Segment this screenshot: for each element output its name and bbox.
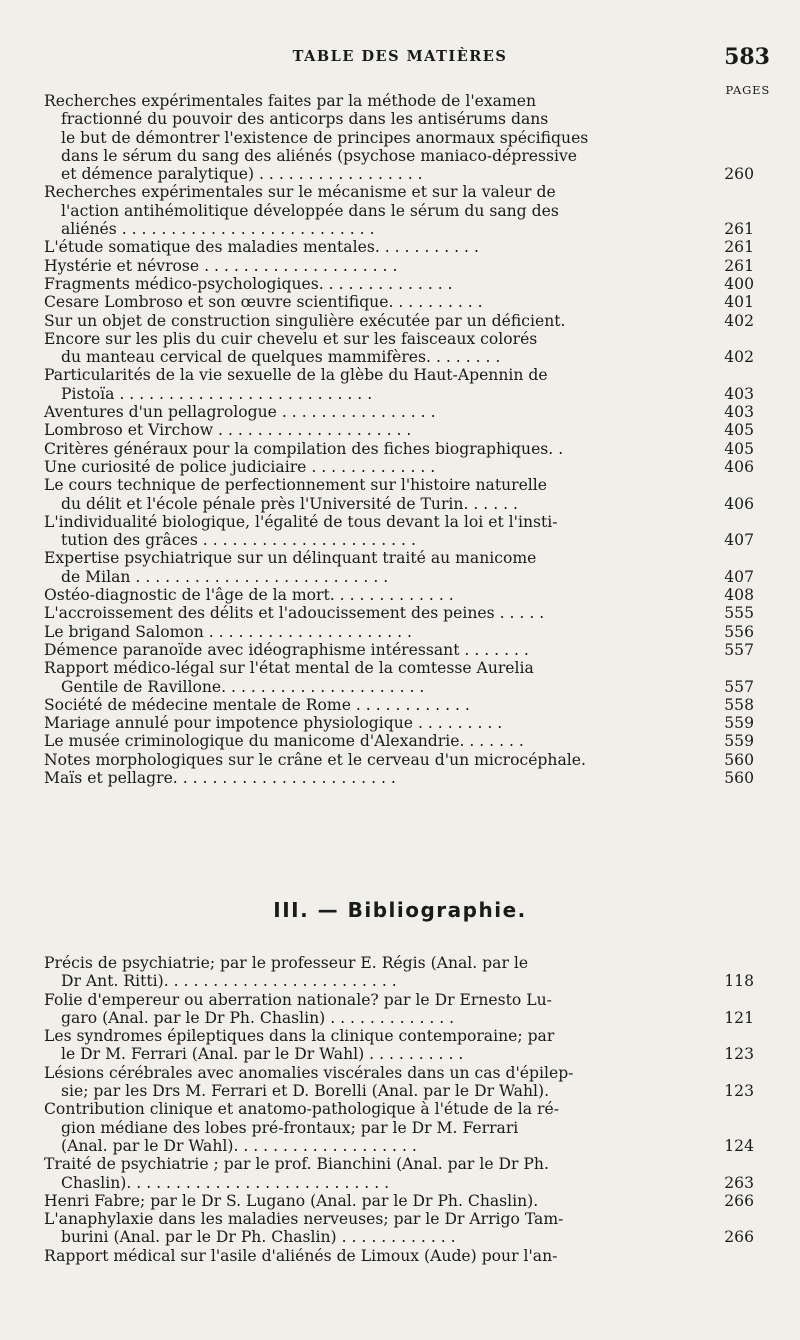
toc-entry	[44, 604, 754, 622]
toc-entry-line: de Milan . . . . . . . . . . . . . . . . . . . . . . . . . .	[61, 567, 389, 586]
toc-entry	[44, 751, 754, 769]
toc-entry-title	[44, 659, 684, 696]
toc-entry	[44, 312, 754, 330]
toc-entry-title	[44, 513, 684, 550]
toc-entry-line: Une curiosité de police judiciaire . . . . . . . . . . . . .	[44, 457, 436, 476]
toc-entry-title	[44, 476, 684, 513]
toc-entry-line: Lombroso et Virchow . . . . . . . . . . . . . . . . . . . .	[44, 421, 412, 440]
toc-entry-line: Notes morphologiques sur le crâne et le cerveau d'un microcéphale.	[44, 750, 586, 769]
toc-entry-title	[44, 641, 684, 659]
toc-list-bibliography	[44, 954, 754, 1265]
toc-entry-line: Lésions cérébrales avec anomalies viscérales dans un cas d'épilep-	[44, 1063, 574, 1082]
toc-entry-title	[44, 1210, 684, 1247]
toc-entry-title	[44, 238, 684, 256]
toc-entry-title	[44, 440, 684, 458]
toc-entry-line: sie; par les Drs M. Ferrari et D. Borelli (Anal. par le Dr Wahl).	[61, 1082, 550, 1101]
toc-entry	[44, 623, 754, 641]
toc-entry	[44, 1247, 754, 1265]
toc-entry	[44, 586, 754, 604]
toc-entry-line: l'action antihémolitique développée dans le sérum du sang des	[61, 201, 559, 220]
toc-entry-line: Chaslin). . . . . . . . . . . . . . . . . . . . . . . . . . .	[61, 1173, 390, 1192]
toc-entry-title	[44, 421, 684, 439]
toc-entry-line: du manteau cervical de quelques mammifères. . . . . . . .	[61, 348, 501, 367]
toc-entry-title	[44, 714, 684, 732]
toc-entry-title	[44, 458, 684, 476]
toc-entry	[44, 954, 754, 991]
toc-entry	[44, 293, 754, 311]
toc-entry-line: Maïs et pellagre. . . . . . . . . . . . . . . . . . . . . . .	[44, 768, 396, 787]
toc-entry-line: Critères généraux pour la compilation des fiches biographiques. .	[44, 439, 564, 458]
toc-entry	[44, 421, 754, 439]
toc-entry-title	[44, 732, 684, 750]
toc-entry-line: Sur un objet de construction singulière exécutée par un déficient.	[44, 311, 566, 330]
toc-entry-line: Henri Fabre; par le Dr S. Lugano (Anal. par le Dr Ph. Chaslin).	[44, 1191, 539, 1210]
toc-entry-line: fractionné du pouvoir des anticorps dans les antisérums dans	[61, 110, 549, 129]
toc-entry-page: 407	[724, 531, 754, 550]
toc-entry-title	[44, 991, 684, 1028]
toc-entry-line: Recherches expérimentales sur le mécanisme et sur la valeur de	[44, 183, 556, 202]
toc-entry	[44, 991, 754, 1028]
toc-entry-line: burini (Anal. par le Dr Ph. Chaslin) . . . . . . . . . . . .	[61, 1228, 456, 1247]
toc-entry-title	[44, 954, 684, 991]
toc-entry-line: le Dr M. Ferrari (Anal. par le Dr Wahl) . . . . . . . . . .	[61, 1045, 464, 1064]
toc-entry	[44, 641, 754, 659]
toc-entry-line: Précis de psychiatrie; par le professeur E. Régis (Anal. par le	[44, 954, 529, 972]
toc-entry-page: 261	[724, 220, 754, 239]
toc-entry-title	[44, 403, 684, 421]
toc-entry-line: Dr Ant. Ritti). . . . . . . . . . . . . . . . . . . . . . . .	[61, 972, 397, 991]
toc-entry	[44, 403, 754, 421]
toc-entry-page: 402	[724, 311, 754, 330]
toc-entry-title	[44, 1155, 684, 1192]
toc-entry-page: 124	[724, 1136, 754, 1155]
toc-entry-page: 401	[724, 293, 754, 312]
toc-entry-title	[44, 312, 684, 330]
toc-entry-line: Aventures d'un pellagrologue . . . . . . . . . . . . . . . .	[44, 403, 436, 422]
pages-column-label: PAGES	[725, 83, 770, 97]
toc-entry	[44, 476, 754, 513]
toc-entry-page: 559	[724, 714, 754, 733]
toc-entry-line: Traité de psychiatrie ; par le prof. Bianchini (Anal. par le Dr Ph.	[44, 1155, 549, 1174]
toc-entry-title	[44, 1064, 684, 1101]
toc-entry	[44, 1027, 754, 1064]
toc-entry-page: 558	[724, 695, 754, 714]
toc-entry-line: Rapport médical sur l'asile d'aliénés de Limoux (Aude) pour l'an-	[44, 1246, 558, 1265]
toc-entry-line: Particularités de la vie sexuelle de la glèbe du Haut-Apennin de	[44, 366, 548, 385]
toc-entry-line: et démence paralytique) . . . . . . . . . . . . . . . . .	[61, 165, 423, 184]
toc-entry-line: du délit et l'école pénale près l'Université de Turin. . . . . .	[61, 494, 518, 513]
toc-entry-title	[44, 751, 684, 769]
toc-entry-line: Hystérie et névrose . . . . . . . . . . . . . . . . . . . .	[44, 256, 398, 275]
toc-entry-line: aliénés . . . . . . . . . . . . . . . . . . . . . . . . . .	[61, 220, 375, 239]
toc-entry	[44, 696, 754, 714]
toc-entry-line: Ostéo-diagnostic de l'âge de la mort. . . . . . . . . . . . .	[44, 586, 454, 605]
toc-entry-page: 408	[724, 586, 754, 605]
toc-entry	[44, 1100, 754, 1155]
toc-entry-line: Société de médecine mentale de Rome . . . . . . . . . . . .	[44, 695, 470, 714]
toc-entry-page: 260	[724, 165, 754, 184]
toc-entry-title	[44, 604, 684, 622]
toc-entry-title	[44, 769, 684, 787]
toc-entry-line: tution des grâces . . . . . . . . . . . . . . . . . . . . . .	[61, 531, 416, 550]
toc-entry-line: dans le sérum du sang des aliénés (psychose maniaco-dépressive	[61, 146, 578, 165]
running-title: TABLE DES MATIÈRES	[292, 48, 508, 65]
toc-entry-line: Pistoïa . . . . . . . . . . . . . . . . . . . . . . . . . .	[61, 384, 373, 403]
toc-entry-page: 261	[724, 256, 754, 275]
toc-entry-line: Rapport médico-légal sur l'état mental de la comtesse Aurelia	[44, 659, 534, 678]
toc-entry-line: Folie d'empereur ou aberration nationale? par le Dr Ernesto Lu-	[44, 990, 552, 1009]
toc-entry-page: 557	[724, 640, 754, 659]
toc-entry	[44, 275, 754, 293]
toc-entry-title	[44, 1027, 684, 1064]
toc-entry	[44, 440, 754, 458]
toc-entry-line: L'accroissement des délits et l'adoucissement des peines . . . . .	[44, 604, 545, 623]
toc-entry-page: 406	[724, 457, 754, 476]
toc-entry	[44, 238, 754, 256]
toc-entry	[44, 1155, 754, 1192]
toc-list-main	[44, 92, 754, 787]
toc-entry-page: 406	[724, 494, 754, 513]
toc-entry-page: 403	[724, 384, 754, 403]
toc-entry-page: 263	[724, 1173, 754, 1192]
toc-entry-page: 559	[724, 732, 754, 751]
toc-entry	[44, 769, 754, 787]
toc-entry-line: (Anal. par le Dr Wahl). . . . . . . . . . . . . . . . . . .	[61, 1136, 417, 1155]
toc-entry-title	[44, 549, 684, 586]
toc-entry-page: 266	[724, 1228, 754, 1247]
toc-entry-line: L'individualité biologique, l'égalité de tous devant la loi et l'insti-	[44, 512, 558, 531]
toc-entry	[44, 257, 754, 275]
toc-entry-line: Démence paranoïde avec idéographisme intéressant . . . . . . .	[44, 640, 529, 659]
toc-entry-line: Encore sur les plis du cuir chevelu et sur les faisceaux colorés	[44, 329, 538, 348]
toc-entry-title	[44, 330, 684, 367]
toc-entry-title	[44, 623, 684, 641]
toc-entry-line: Contribution clinique et anatomo-pathologique à l'étude de la ré-	[44, 1100, 559, 1119]
toc-entry-page: 407	[724, 567, 754, 586]
toc-entry-page: 560	[724, 750, 754, 769]
toc-entry-title	[44, 257, 684, 275]
toc-entry-page: 557	[724, 677, 754, 696]
toc-entry-page: 405	[724, 439, 754, 458]
toc-entry	[44, 1192, 754, 1210]
toc-entry-line: gion médiane des lobes pré-frontaux; par le Dr M. Ferrari	[61, 1118, 519, 1137]
toc-entry-page: 261	[724, 238, 754, 257]
toc-entry-line: Cesare Lombroso et son œuvre scientifique. . . . . . . . . .	[44, 293, 483, 312]
toc-entry-line: L'étude somatique des maladies mentales. . . . . . . . . . .	[44, 238, 479, 257]
toc-entry-title	[44, 586, 684, 604]
toc-entry-line: L'anaphylaxie dans les maladies nerveuses; par le Dr Arrigo Tam-	[44, 1210, 564, 1229]
toc-entry-page: 405	[724, 421, 754, 440]
toc-entry-title	[44, 366, 684, 403]
toc-entry	[44, 1064, 754, 1101]
toc-entry-line: Le cours technique de perfectionnement sur l'histoire naturelle	[44, 476, 548, 495]
toc-entry	[44, 513, 754, 550]
toc-entry-line: Recherches expérimentales faites par la méthode de l'examen	[44, 92, 537, 110]
toc-entry-line: Le brigand Salomon . . . . . . . . . . . . . . . . . . . . .	[44, 622, 412, 641]
toc-entry-title	[44, 183, 684, 238]
toc-entry-line: garo (Anal. par le Dr Ph. Chaslin) . . . . . . . . . . . . .	[61, 1008, 455, 1027]
toc-entry-title	[44, 1247, 684, 1265]
toc-entry-page: 560	[724, 768, 754, 787]
toc-entry	[44, 1210, 754, 1247]
toc-entry	[44, 458, 754, 476]
toc-entry-page: 400	[724, 274, 754, 293]
toc-entry-line: le but de démontrer l'existence de principes anormaux spécifiques	[61, 128, 589, 147]
running-head	[0, 44, 800, 74]
toc-entry-line: Le musée criminologique du manicome d'Alexandrie. . . . . . .	[44, 732, 524, 751]
toc-entry	[44, 366, 754, 403]
page-number: 583	[724, 44, 770, 70]
toc-entry	[44, 549, 754, 586]
toc-entry-page: 123	[724, 1082, 754, 1101]
toc-entry	[44, 732, 754, 750]
toc-entry-line: Fragments médico-psychologiques. . . . . . . . . . . . . .	[44, 274, 453, 293]
toc-entry-title	[44, 275, 684, 293]
toc-entry-page: 266	[724, 1191, 754, 1210]
section-heading: III. — Bibliographie.	[273, 898, 527, 922]
toc-entry-title	[44, 92, 684, 183]
toc-entry-line: Expertise psychiatrique sur un délinquant traité au manicome	[44, 549, 537, 568]
toc-entry-title	[44, 696, 684, 714]
toc-entry-page: 123	[724, 1045, 754, 1064]
toc-entry	[44, 92, 754, 183]
toc-entry-title	[44, 1192, 684, 1210]
toc-entry	[44, 183, 754, 238]
toc-entry-title	[44, 293, 684, 311]
toc-entry-page: 121	[724, 1008, 754, 1027]
toc-entry-page: 403	[724, 403, 754, 422]
toc-entry-page: 555	[724, 604, 754, 623]
toc-entry-page: 118	[724, 972, 754, 991]
toc-entry	[44, 714, 754, 732]
toc-entry-title	[44, 1100, 684, 1155]
toc-entry-page: 556	[724, 622, 754, 641]
toc-entry	[44, 659, 754, 696]
toc-entry-line: Mariage annulé pour impotence physiologique . . . . . . . . .	[44, 714, 503, 733]
toc-entry-page: 402	[724, 348, 754, 367]
toc-entry-line: Les syndromes épileptiques dans la clinique contemporaine; par	[44, 1027, 555, 1046]
toc-entry	[44, 330, 754, 367]
toc-entry-line: Gentile de Ravillone. . . . . . . . . . . . . . . . . . . . .	[61, 677, 425, 696]
